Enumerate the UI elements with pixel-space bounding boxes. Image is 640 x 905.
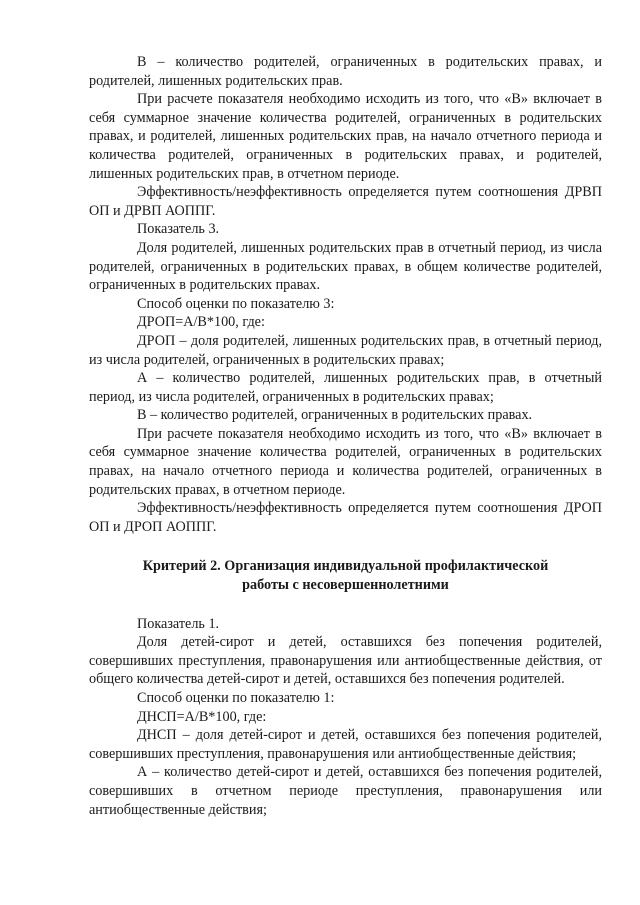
indicator-3-formula: ДРОП=А/В*100, где: xyxy=(137,314,265,331)
indicator-1-title: Показатель 1. xyxy=(137,615,220,632)
indicator-1-formula: ДНСП=А/В*100, где: xyxy=(137,708,267,725)
indicator-3-title: Показатель 3. xyxy=(137,221,220,238)
paragraph-b-definition: В – количество родителей, ограниченных в родительских правах, и родителей, лишенных родительских прав. xyxy=(89,54,602,89)
indicator-3-drop-definition: ДРОП – доля родителей, лишенных родительских прав, в отчетный период, из числа родителей, ограниченных в родительских правах; xyxy=(89,332,602,368)
paragraph-efficiency-drvp: Эффективность/неэффективность определяется путем соотношения ДРВП ОП и ДРВП АОППГ. xyxy=(89,184,602,219)
criterion-2-heading-line-1: Критерий 2. Организация индивидуальной профилактической xyxy=(142,558,549,575)
indicator-1-a-definition: А – количество детей-сирот и детей, оставшихся без попечения родителей, совершивших в отчетном периоде преступления, правонарушения или антиобщественные действия; xyxy=(89,764,602,818)
criterion-2-heading-line-2: работы с несовершеннолетними xyxy=(242,577,449,594)
indicator-1-description: Доля детей-сирот и детей, оставшихся без попечения родителей, совершивших преступления, правонарушения или антиобщественные действия, от общего количества детей-сирот и детей, оставшихся без попечения родителей. xyxy=(89,634,602,688)
paragraph-efficiency-drop: Эффективность/неэффективность определяется путем соотношения ДРОП ОП и ДРОП АОППГ. xyxy=(89,500,602,535)
spacer xyxy=(89,595,602,615)
document-page xyxy=(89,53,602,819)
indicator-3-description: Доля родителей, лишенных родительских прав в отчетный период, из числа родителей, ограниченных в родительских правах, в общем количестве родителей, ограниченных в родительских правах. xyxy=(89,239,602,294)
indicator-3-b-definition: В – количество родителей, ограниченных в родительских правах. xyxy=(137,407,533,424)
indicator-3-a-definition: А – количество родителей, лишенных родительских прав, в отчетный период, из числа родителей, ограниченных в родительских правах; xyxy=(89,370,602,405)
indicator-1-dnsp-definition: ДНСП – доля детей-сирот и детей, оставшихся без попечения родителей, совершивших преступления, правонарушения или антиобщественные действия; xyxy=(89,727,602,762)
indicator-3-calculation-note: При расчете показателя необходимо исходить из того, что «В» включает в себя суммарное значение количества родителей, ограниченных в родительских правах, на начало отчетного периода и количества родителей, ограниченных в родительских правах, в отчетном периоде. xyxy=(89,425,602,498)
indicator-3-method-label: Способ оценки по показателю 3: xyxy=(137,295,335,312)
paragraph-b-calculation-note: При расчете показателя необходимо исходить из того, что «В» включает в себя суммарное значение количества родителей, ограниченных в родительских правах, и родителей, лишенных родительских прав, на начало отчетного периода и количества родителей, ограниченных в родительских правах, и родителей, лишенных родительских прав, в отчетном периоде. xyxy=(89,91,602,182)
criterion-2-heading xyxy=(89,557,602,594)
indicator-1-method-label: Способ оценки по показателю 1: xyxy=(137,690,335,706)
spacer xyxy=(89,536,602,557)
